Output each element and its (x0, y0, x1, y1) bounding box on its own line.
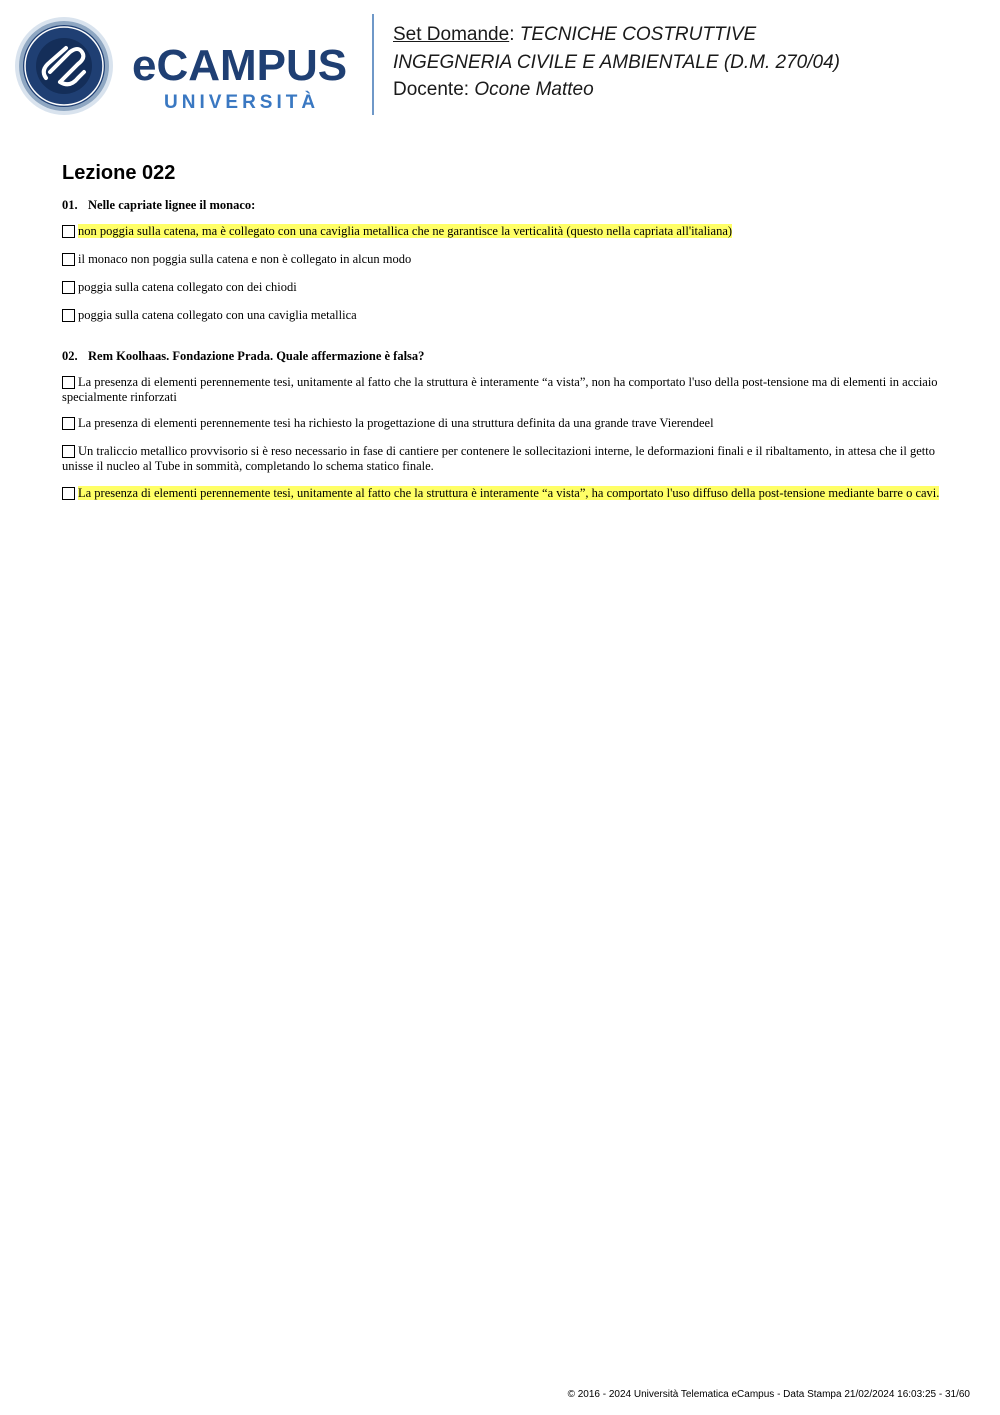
svg-text:eCAMPUS: eCAMPUS (132, 41, 348, 90)
checkbox-icon[interactable] (62, 445, 75, 458)
checkbox-icon[interactable] (62, 281, 75, 294)
docente-label: Docente (393, 79, 464, 100)
docente-line: Docente: Ocone Matteo (393, 79, 594, 100)
checkbox-icon[interactable] (62, 253, 75, 266)
answer-option[interactable] (62, 416, 940, 431)
answer-text: La presenza di elementi perennemente tesi, unitamente al fatto che la struttura è interamente “a vista”, non ha comportato l'uso della post-tensione ma di elementi in acciaio specialmente rinforzati (62, 375, 938, 404)
checkbox-icon[interactable] (62, 487, 75, 500)
answer-text-highlighted: La presenza di elementi perennemente tesi, unitamente al fatto che la struttura è interamente “a vista”, ha comportato l'uso diffuso della post-tensione mediante barre o cavi. (78, 486, 940, 500)
header-divider (372, 14, 374, 115)
answer-text: La presenza di elementi perennemente tesi ha richiesto la progettazione di una struttura definita da una grande trave Vierendeel (78, 416, 714, 430)
checkbox-icon[interactable] (62, 376, 75, 389)
question-02 (62, 349, 942, 364)
answer-text: poggia sulla catena collegato con una caviglia metallica (78, 308, 357, 322)
answer-text: Un traliccio metallico provvisorio si è reso necessario in fase di cantiere per contenere le sollecitazioni interne, le deformazioni finali e il ribaltamento, in attesa che il getto unisse il nucleo al Tube in sommità, completando lo schema statico finale. (62, 444, 935, 473)
answer-option[interactable] (62, 280, 940, 295)
set-info (393, 21, 983, 104)
answer-option[interactable] (62, 375, 940, 405)
checkbox-icon[interactable] (62, 309, 75, 322)
question-text: Nelle capriate lignee il monaco: (88, 198, 256, 212)
set-label: Set Domande (393, 24, 510, 45)
university-seal-logo (14, 16, 114, 116)
docente-name: Ocone Matteo (474, 79, 594, 100)
answer-text-highlighted: non poggia sulla catena, ma è collegato con una caviglia metallica che ne garantisce la verticalità (questo nella capriata all'italiana) (78, 224, 733, 238)
answer-option[interactable] (62, 252, 940, 267)
answer-option[interactable] (62, 444, 940, 474)
answer-option[interactable] (62, 308, 940, 323)
svg-text:UNIVERSITÀ: UNIVERSITÀ (164, 92, 320, 113)
answer-option[interactable] (62, 224, 940, 239)
page-header (0, 0, 1000, 130)
set-title-line-2: INGEGNERIA CIVILE E AMBIENTALE (D.M. 270/04) (393, 51, 840, 73)
lesson-title: Lezione 022 (62, 162, 176, 184)
answer-option[interactable] (62, 486, 940, 501)
question-text: Rem Koolhaas. Fondazione Prada. Quale affermazione è falsa? (88, 349, 425, 363)
answer-text: poggia sulla catena collegato con dei chiodi (78, 280, 297, 294)
checkbox-icon[interactable] (62, 417, 75, 430)
page-footer: © 2016 - 2024 Università Telematica eCampus - Data Stampa 21/02/2024 16:03:25 - 31/60 (567, 1389, 970, 1400)
question-number: 01. (62, 198, 78, 212)
question-01 (62, 198, 942, 213)
checkbox-icon[interactable] (62, 225, 75, 238)
answer-text: il monaco non poggia sulla catena e non è collegato in alcun modo (78, 252, 412, 266)
set-title: TECNICHE COSTRUTTIVE (519, 24, 757, 45)
set-title-line: Set Domande: TECNICHE COSTRUTTIVE (393, 24, 757, 45)
ecampus-wordmark-logo (132, 38, 357, 113)
question-number: 02. (62, 349, 78, 363)
